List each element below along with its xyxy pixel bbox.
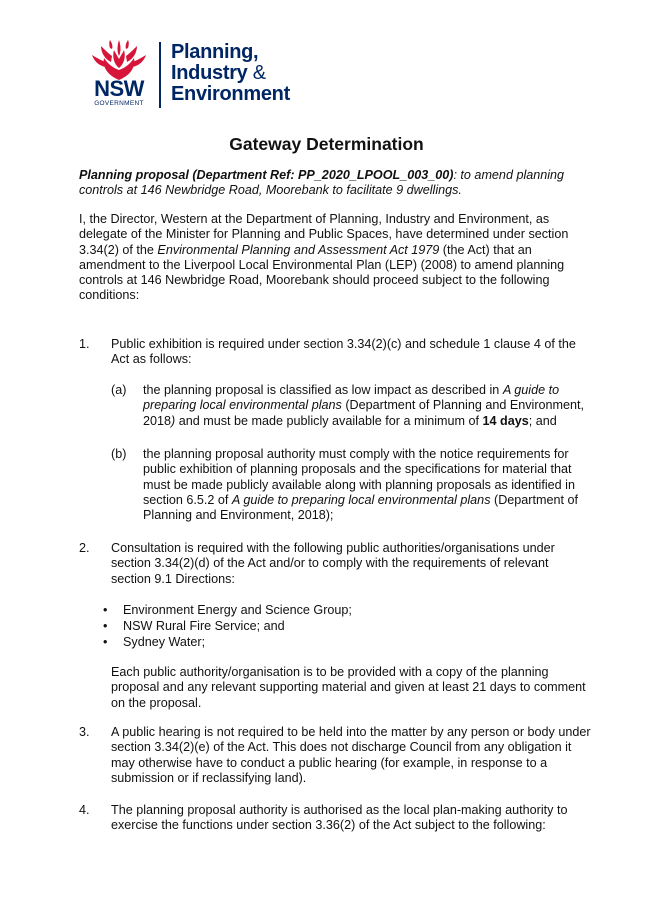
condition-number-3: 3. [79, 725, 90, 739]
logo-divider [159, 42, 161, 108]
authority-list-item: Sydney Water; [123, 635, 206, 649]
sub-condition-a-text: the planning proposal is classified as low impact as described in A guide to preparing local environmental plans (Department of Planning and Environment, 2018) and must be made publicly available for a minimum of 14 days; and [143, 383, 585, 428]
condition-text-1: Public exhibition is required under section 3.34(2)(c) and schedule 1 clause 4 of the Act as follows: [111, 337, 576, 367]
determination-paragraph: I, the Director, Western at the Department of Planning, Industry and Environment, as delegate of the Minister for Planning and Public Spaces, have determined under section 3.34(2) of the Environmental Planning and Assessment Act 1979 (the Act) that an amendment to the Liverpool Local Environmental Plan (LEP) (2008) to amend planning controls at 146 Newbridge Road, Moorebank should proceed subject to the following conditions: [79, 212, 569, 303]
bullet-marker: • [103, 635, 108, 649]
condition-text-3: A public hearing is not required to be held into the matter by any person or body under section 3.34(2)(e) of the Act. This does not discharge Council from any obligation it may otherwise have to conduct a public hearing (for example, in response to a submission or if reclassifying land). [111, 725, 591, 785]
bullet-marker: • [103, 619, 108, 633]
consultation-note: Each public authority/organisation is to be provided with a copy of the planning proposal and any relevant supporting material and given at least 21 days to comment on the proposal. [111, 665, 586, 710]
nsw-government-logo [86, 40, 316, 112]
condition-text-4: The planning proposal authority is authorised as the local plan-making authority to exercise the functions under section 3.36(2) of the Act subject to the following: [111, 803, 568, 833]
condition-number-2: 2. [79, 541, 90, 555]
authority-list-item: Environment Energy and Science Group; [123, 603, 352, 617]
agency-line-3: Environment [171, 83, 290, 105]
bullet-marker: • [103, 603, 108, 617]
government-wordmark: GOVERNMENT [94, 100, 144, 107]
sub-condition-a-label: (a) [111, 383, 127, 397]
waratah-icon [92, 40, 146, 80]
proposal-summary: Planning proposal (Department Ref: PP_2020_LPOOL_003_00): to amend planning controls at 146 Newbridge Road, Moorebank to facilitate 9 dwellings. [79, 168, 565, 198]
agency-name [171, 42, 290, 105]
nsw-wordmark: NSW [94, 76, 144, 101]
condition-number-1: 1. [79, 337, 90, 351]
condition-number-4: 4. [79, 803, 90, 817]
agency-line-2: Industry & [171, 62, 266, 84]
condition-text-2: Consultation is required with the following public authorities/organisations under section 3.34(2)(d) of the Act and/or to comply with the requirements of relevant section 9.1 Directions: [111, 541, 555, 586]
page-title: Gateway Determination [229, 134, 424, 154]
sub-condition-b-label: (b) [111, 447, 127, 461]
sub-condition-b-text: the planning proposal authority must comply with the notice requirements for public exhibition of planning proposals and the specifications for material that must be made publicly available along with planning proposals as identified in section 6.5.2 of A guide to preparing local environmental plans (Department of Planning and Environment, 2018); [143, 447, 578, 523]
agency-line-1: Planning, [171, 41, 259, 63]
authority-list-item: NSW Rural Fire Service; and [123, 619, 285, 633]
